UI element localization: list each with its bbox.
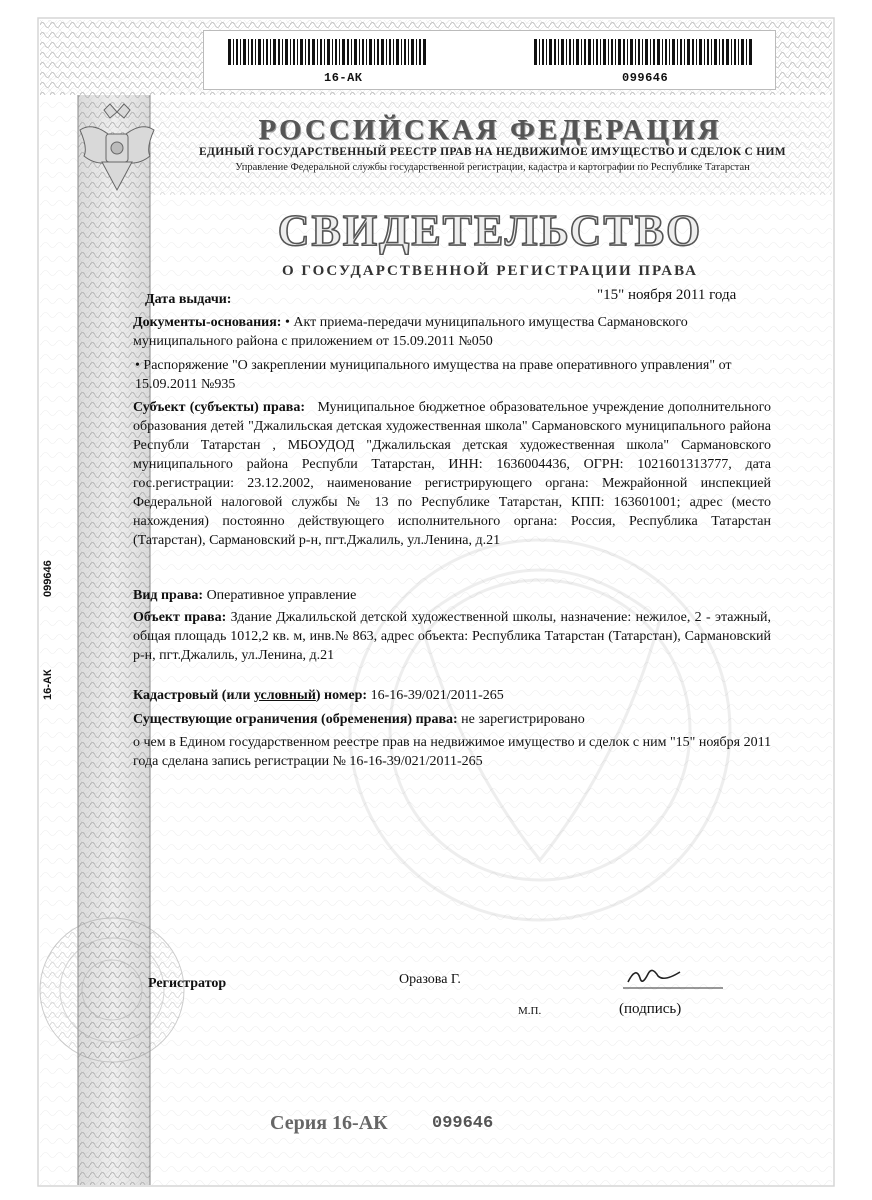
documents-label: Документы-основания: bbox=[133, 315, 282, 330]
cadastral-value: 16-16-39/021/2011-265 bbox=[370, 688, 504, 703]
registry-title: ЕДИНЫЙ ГОСУДАРСТВЕННЫЙ РЕЕСТР ПРАВ НА НЕДВИЖИМОЕ ИМУЩЕСТВО И СДЕЛОК С НИМ bbox=[199, 146, 786, 158]
registration-record: о чем в Едином государственном реестре прав на недвижимое имущество и сделок с ним "15" ноября 2011 года сделана запись регистрации № 16-16-39/021/2011-265 bbox=[133, 735, 772, 769]
registrar-label: Регистратор bbox=[148, 976, 227, 991]
restrictions-label: Существующие ограничения (обременения) права: bbox=[133, 712, 458, 727]
documents-item-2: • Распоряжение "О закреплении муниципального имущества на праве оперативного управления" от 15.09.2011 №935 bbox=[135, 358, 732, 392]
cadastral-label-b: условный bbox=[253, 688, 316, 703]
cadastral-label-a: Кадастровый (или bbox=[133, 688, 254, 703]
side-number: 099646 bbox=[42, 560, 54, 597]
restrictions-block bbox=[133, 710, 585, 729]
barcode-right bbox=[534, 39, 754, 65]
stamp-place-label: М.П. bbox=[518, 1005, 542, 1017]
subject-block bbox=[133, 398, 771, 550]
restrictions-value: не зарегистрировано bbox=[461, 712, 585, 727]
cadastral-label-c: ) номер: bbox=[315, 688, 368, 703]
subject-label: Субъект (субъекты) права: bbox=[133, 400, 305, 415]
issue-date-label: Дата выдачи: bbox=[145, 292, 232, 307]
right-type-value: Оперативное управление bbox=[206, 588, 357, 603]
subject-text: Муниципальное бюджетное образовательное учреждение дополнительного образования детей "Джалильская детская художественная школа" Сармановского муниципального района Республи Татарстан , МБОУДОД "Джалильская детская художественная школа" Сармановского муниципального района Республи Татарстан, ИНН: 1636004436, ОГРН: 1021601313777, дата гос.регистрации: 23.12.2002, наименование регистрирующего органа: Межрайонной инспекцией Федеральной налоговой службы № 13 по Республике Татарстан, КПП: 163601001; адрес (место нахождения) постоянно действующего исполнительного органа: Россия, Республика Татарстан (Татарстан), Сармановский р-н, пгт.Джалиль, ул.Ленина, д.21 bbox=[133, 400, 771, 548]
cadastral-block bbox=[133, 686, 504, 705]
handwritten-signature bbox=[618, 952, 728, 992]
object-label: Объект права: bbox=[133, 610, 227, 625]
barcode-number-text: 099646 bbox=[622, 71, 669, 85]
object-text: Здание Джалильской детской художественной школы, назначение: нежилое, 2 - этажный, общая площадь 1012,2 кв. м, инв.№ 863, адрес объекта: Республика Татарстан (Татарстан), Сармановский р-н, пгт.Джалиль, ул.Ленина, д.21 bbox=[133, 610, 772, 663]
footer-series: Серия 16-АК bbox=[270, 1112, 388, 1134]
coat-of-arms-icon bbox=[72, 100, 162, 198]
certificate-title-text: СВИДЕТЕЛЬСТВО bbox=[277, 206, 703, 255]
issue-date-value: "15" ноября 2011 года bbox=[597, 287, 737, 303]
barcode-left bbox=[228, 39, 428, 65]
footer-number: 099646 bbox=[432, 1114, 494, 1133]
right-type-label: Вид права: bbox=[133, 588, 204, 603]
documents-item-1: • Акт приема-передачи муниципального имущества Сармановского муниципального района с приложением от 15.09.2011 №050 bbox=[133, 315, 688, 349]
right-type-block bbox=[133, 586, 356, 605]
country-title: РОССИЙСКАЯ ФЕДЕРАЦИЯ bbox=[258, 114, 722, 146]
authority-title: Управление Федеральной службы государственной регистрации, кадастра и картографии по Республике Татарстан bbox=[235, 162, 750, 173]
barcode-panel bbox=[203, 30, 776, 90]
barcode-series-text: 16-АК bbox=[324, 71, 363, 85]
side-series: 16-АК bbox=[42, 669, 54, 700]
documents-block bbox=[133, 313, 763, 351]
registrar-name: Оразова Г. bbox=[399, 972, 461, 987]
certificate-subtitle: О ГОСУДАРСТВЕННОЙ РЕГИСТРАЦИИ ПРАВА bbox=[281, 263, 698, 279]
object-block bbox=[133, 608, 771, 665]
signature-caption: (подпись) bbox=[619, 1001, 682, 1017]
certificate-title bbox=[170, 205, 810, 255]
